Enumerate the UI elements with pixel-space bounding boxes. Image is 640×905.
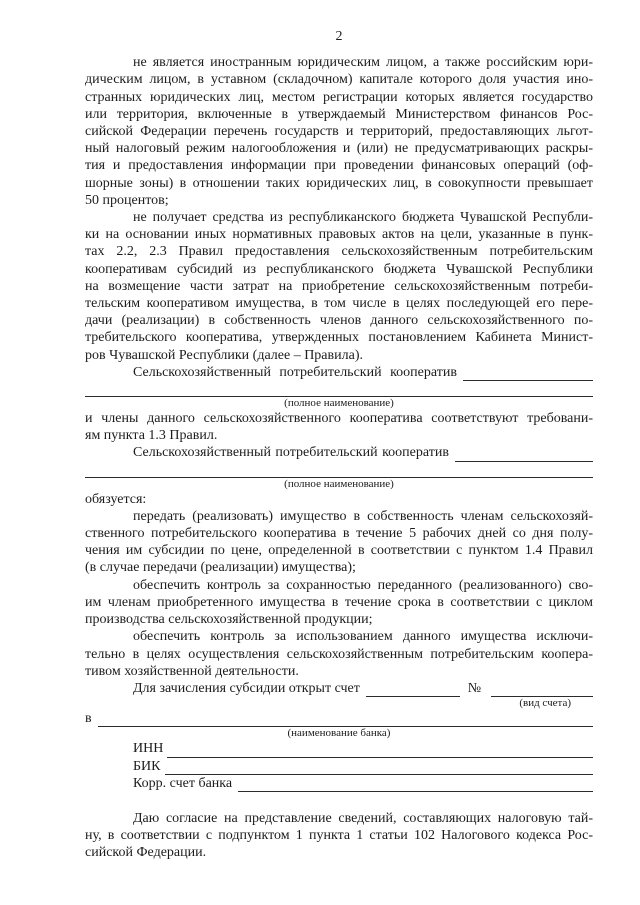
- corr-account-line: [85, 775, 593, 792]
- paragraph-foreign-entity: не является иностранным юридическим лицом, а также российским юри- дическим лицом, в уставном (складочном) капитале которого доля участия ино- странных юридических лиц, местом регистрации которых является государство или территория, включенные в утверждаемый Министерством финансов Рос- сийской Федерации перечень государств и территорий, предоставляющих льгот- ный налоговый режим налогообложения и (или) не предусматривающих раскры- тия и предоставления информации при проведении финансовых операций (оф- шорные зоны) в отношении таких юридических лиц, в совокупности превышает 50 процентов;: [85, 55, 593, 208]
- account-line: [85, 680, 593, 697]
- full-name-rule-1: [85, 381, 593, 397]
- account-label: Для зачисления субсидии открыт счет: [133, 680, 360, 696]
- bank-line: [85, 710, 593, 727]
- page-number: 2: [335, 29, 343, 44]
- bik-blank: [165, 758, 594, 775]
- coop-name-line-2: [85, 444, 593, 461]
- number-sign: №: [467, 680, 482, 696]
- account-type-caption: (вид счета): [519, 697, 571, 710]
- coop-label-2: Сельскохозяйственный потребительский кооператив: [133, 445, 449, 461]
- account-number-blank: [491, 680, 593, 697]
- inn-label: ИНН: [133, 741, 164, 757]
- coop-name-blank-2: [455, 444, 593, 461]
- full-name-caption-1: (полное наименование): [284, 397, 394, 410]
- paragraph-transfer: передать (реализовать) имущество в собственность членам сельскохозяй- ственного потребительского кооператива в течение 5 рабочих дней со дня полу- чения им субсидии по цене, определенной в соответствии с пунктом 1.4 Правил (в случае передачи (реализации) имущества);: [85, 508, 593, 576]
- paragraph-budget-funds: не получает средства из республиканского бюджета Чувашской Республи- ки на основании иных нормативных правовых актов на цели, указанные в пунк- тах 2.2, 2.3 Правил предоставления сельскохозяйственным потребительским кооперативам субсидий из республиканского бюджета Чувашской Республики на возмещение части затрат на приобретение сельскохозяйственным потреби- тельским кооперативом имущества, в том числе в целях последующей его пере- дачи (реализации) в собственность членов данного сельскохозяйственного по- требительского кооператива, утвержденных постановлением Кабинета Минист- ров Чувашской Республики (далее – Правила).: [85, 210, 593, 363]
- paragraph-control-safety: обеспечить контроль за сохранностью переданного (реализованного) сво- им членам приобретенного имущества в течение срока в соответствии с циклом производства сельскохозяйственной продукции;: [85, 577, 593, 628]
- account-type-blank: [366, 680, 460, 697]
- corr-account-label: Корр. счет банка: [133, 775, 233, 791]
- bank-name-caption: (наименование банка): [287, 727, 391, 740]
- bik-line: [85, 758, 593, 775]
- coop-name-blank-1: [463, 364, 593, 381]
- obliges-line: обязуется:: [85, 491, 147, 507]
- bank-prefix: в: [85, 711, 92, 727]
- paragraph-members: и члены данного сельскохозяйственного кооператива соответствуют требовани- ям пункта 1.3 Правил.: [85, 411, 593, 444]
- inn-line: [85, 740, 593, 757]
- coop-label-1: Сельскохозяйственный потребительский кооператив: [133, 364, 457, 380]
- bank-name-blank: [98, 710, 593, 727]
- inn-blank: [167, 740, 593, 757]
- full-name-caption-2: (полное наименование): [284, 477, 394, 490]
- bik-label: БИК: [133, 758, 161, 774]
- corr-account-blank: [238, 775, 593, 792]
- full-name-rule-2: [85, 462, 593, 478]
- spacer: [85, 792, 593, 810]
- paragraph-consent: Даю согласие на представление сведений, составляющих налоговую тай- ну, в соответствии с подпунктом 1 пункта 1 статьи 102 Налогового кодекса Рос- сийской Федерации.: [85, 810, 593, 861]
- paragraph-control-use: обеспечить контроль за использованием данного имущества исключи- тельно в целях осуществления сельскохозяйственным потребительским коопера- тивом хозяйственной деятельности.: [85, 629, 593, 679]
- coop-name-line-1: [85, 364, 593, 381]
